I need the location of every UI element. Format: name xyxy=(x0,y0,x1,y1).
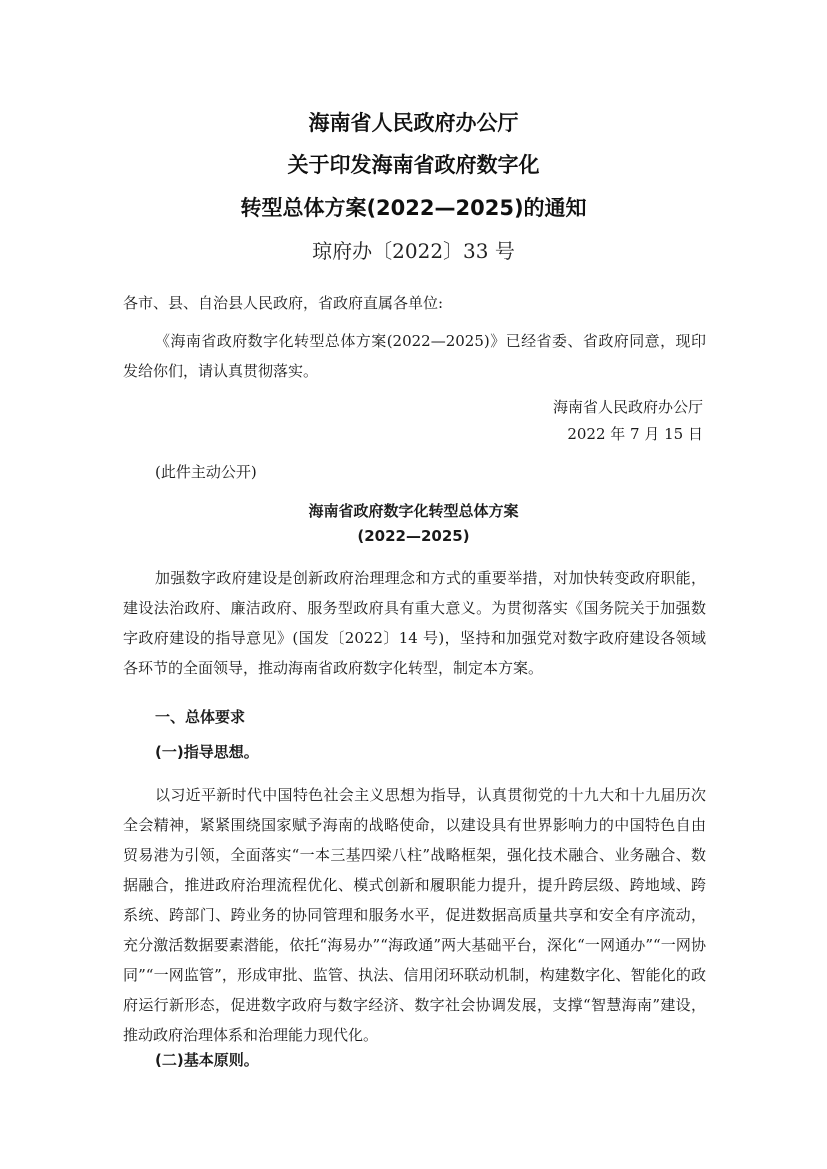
notice-body: 《海南省政府数字化转型总体方案(2022—2025)》已经省委、省政府同意，现印发给你们，请认真贯彻落实。 xyxy=(123,332,706,380)
subsection-1-heading: (一)指导思想。 xyxy=(155,743,259,761)
issuer-signature: 海南省人民政府办公厅 xyxy=(552,398,703,416)
section-1-heading: 一、总体要求 xyxy=(155,708,246,726)
addressee: 各市、县、自治县人民政府，省政府直属各单位: xyxy=(123,294,444,312)
guiding-ideology-paragraph: 以习近平新时代中国特色社会主义思想为指导，认真贯彻党的十九大和十九届历次全会精神，紧紧围绕国家赋予海南的战略使命，以建设具有世界影响力的中国特色自由贸易港为引领，全面落实“一本三基四梁八柱”战略框架，强化技术融合、业务融合、数据融合，推进政府治理流程优化、模式创新和履职能力提升，提升跨层级、跨地域、跨系统、跨部门、跨业务的协同管理和服务水平，促进数据高质量共享和安全有序流动，充分激活数据要素潜能，依托“海易办”“海政通”两大基础平台，深化“一网通办”“一网协同”“一网监管”，形成审批、监管、执法、信用闭环联动机制，构建数字化、智能化的政府运行新形态，促进数字政府与数字经济、数字社会协调发展，支撑“智慧海南”建设，推动政府治理体系和治理能力现代化。 xyxy=(123,786,706,1044)
notice-title-line-3: 转型总体方案(2022—2025)的通知 xyxy=(240,196,587,220)
subsection-2-heading: (二)基本原则。 xyxy=(155,1051,259,1069)
disclosure-note: (此件主动公开) xyxy=(155,463,257,481)
plan-period: (2022—2025) xyxy=(357,527,470,545)
document-number: 琼府办〔2022〕33 号 xyxy=(312,239,515,263)
plan-intro-paragraph: 加强数字政府建设是创新政府治理理念和方式的重要举措，对加快转变政府职能，建设法治政府、廉洁政府、服务型政府具有重大意义。为贯彻落实《国务院关于加强数字政府建设的指导意见》(国发〔2022〕14 号)，坚持和加强党对数字政府建设各领域各环节的全面领导，推动海南省政府数字化转型，制定本方案。 xyxy=(123,569,706,677)
plan-title: 海南省政府数字化转型总体方案 xyxy=(308,502,519,520)
notice-title-line-1: 海南省人民政府办公厅 xyxy=(308,111,519,135)
issue-date: 2022 年 7 月 15 日 xyxy=(567,425,703,443)
notice-title-line-2: 关于印发海南省政府数字化 xyxy=(287,153,540,177)
